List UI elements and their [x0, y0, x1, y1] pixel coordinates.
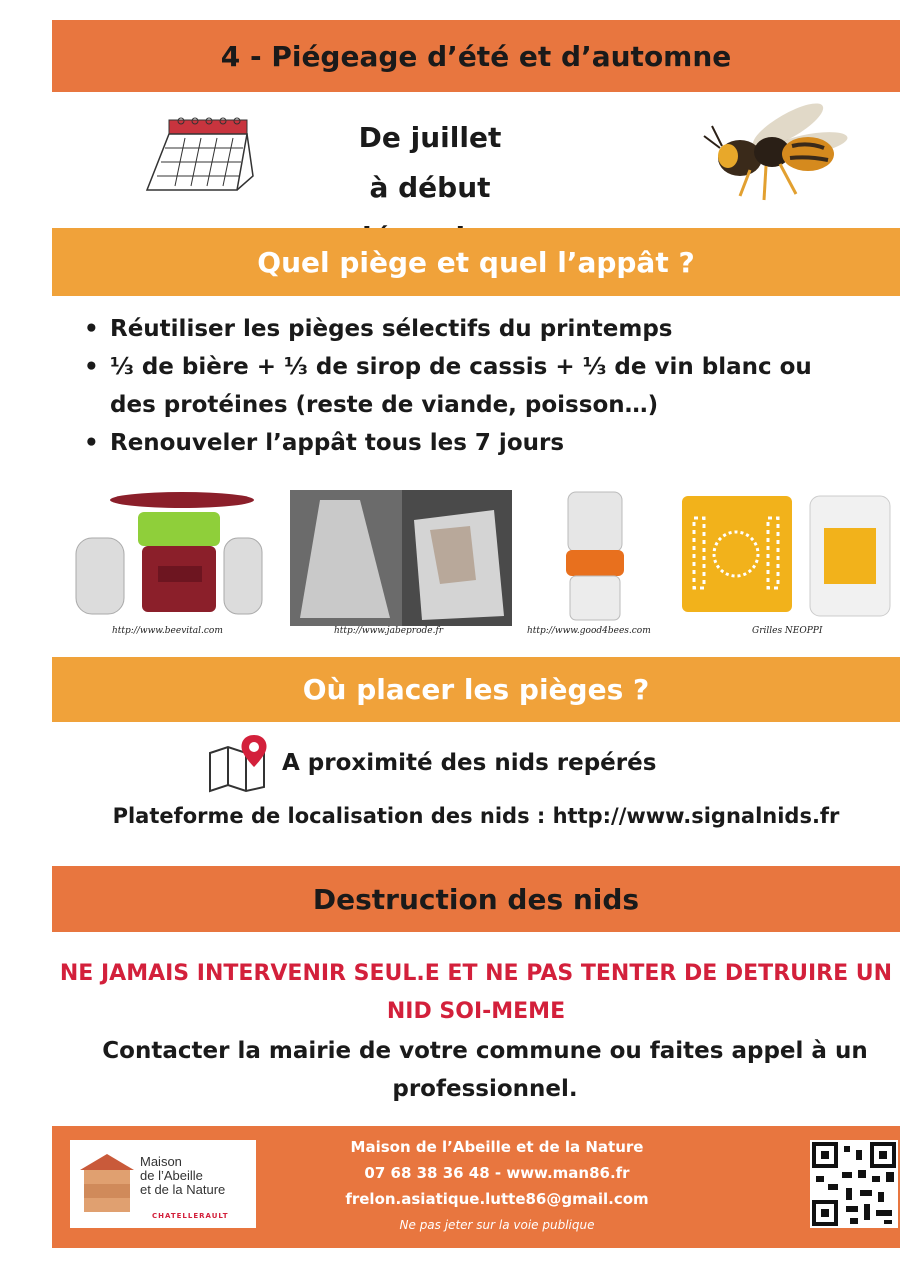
- footer-note: Ne pas jeter sur la voie publique: [399, 1218, 595, 1232]
- placement-text: A proximité des nids repérés: [282, 750, 657, 776]
- page-title-band: [52, 20, 900, 92]
- period-line-2: à début: [369, 171, 491, 204]
- page-title: 4 - Piégeage d’été et d’automne: [220, 39, 732, 73]
- bait-section-band: [52, 228, 900, 296]
- logo-city: CHATELLERAULT: [152, 1212, 229, 1220]
- logo-text: [140, 1155, 225, 1197]
- logo: [70, 1140, 256, 1228]
- trap-photos: [74, 490, 900, 640]
- footer: [52, 1126, 900, 1248]
- platform-text: Plateforme de localisation des nids : http://www.signalnids.fr: [112, 804, 840, 828]
- neoppi-grid-image: [680, 494, 900, 624]
- map-pin-icon: [206, 733, 272, 793]
- contact-text: Contacter la mairie de votre commune ou faites appel à un professionnel.: [102, 1038, 868, 1102]
- footer-phone-web: 07 68 38 36 48 - www.man86.fr: [364, 1164, 630, 1182]
- footer-email: frelon.asiatique.lutte86@gmail.com: [345, 1190, 649, 1208]
- logo-line-2: de l’Abeille: [140, 1168, 203, 1183]
- period-line-1: De juillet: [358, 121, 502, 154]
- qr-code: [810, 1140, 898, 1228]
- bait-section-title: Quel piège et quel l’appât ?: [257, 245, 695, 279]
- warning-text: NE JAMAIS INTERVENIR SEUL.E ET NE PAS TENTER DE DETRUIRE UN NID SOI-MEME: [59, 961, 893, 1024]
- list-item: • Réutiliser les pièges sélectifs du printemps: [84, 310, 864, 348]
- photo-caption: http://www.beevital.com: [112, 626, 223, 636]
- destruction-section-title: Destruction des nids: [312, 882, 640, 916]
- photo-caption: http://www.good4bees.com: [527, 626, 651, 636]
- hornet-image: [700, 96, 850, 212]
- logo-line-3: et de la Nature: [140, 1182, 226, 1197]
- footer-org: Maison de l’Abeille et de la Nature: [350, 1138, 644, 1156]
- destruction-section-band: [52, 866, 900, 932]
- list-item: • ⅓ de bière + ⅓ de sirop de cassis + ⅓ de vin blanc ou des protéines (reste de viande, poisson…): [84, 348, 864, 424]
- placement-row: [206, 730, 806, 796]
- photo-caption: http://www.jabeprode.fr: [334, 626, 444, 636]
- footer-contact: [302, 1134, 692, 1238]
- bait-bullet-list: [84, 310, 864, 462]
- list-item: • Renouveler l’appât tous les 7 jours: [84, 424, 864, 462]
- jabeprode-trap-image: [290, 490, 512, 626]
- placement-section-band: [52, 657, 900, 722]
- beevital-trap-image: [74, 490, 264, 624]
- good4bees-trap-image: [560, 490, 630, 626]
- placement-section-title: Où placer les pièges ?: [302, 673, 650, 706]
- calendar-icon: [145, 116, 255, 198]
- beehive-icon: [76, 1150, 138, 1216]
- photo-caption: Grilles NEOPPI: [752, 626, 823, 636]
- logo-line-1: Maison: [140, 1154, 182, 1169]
